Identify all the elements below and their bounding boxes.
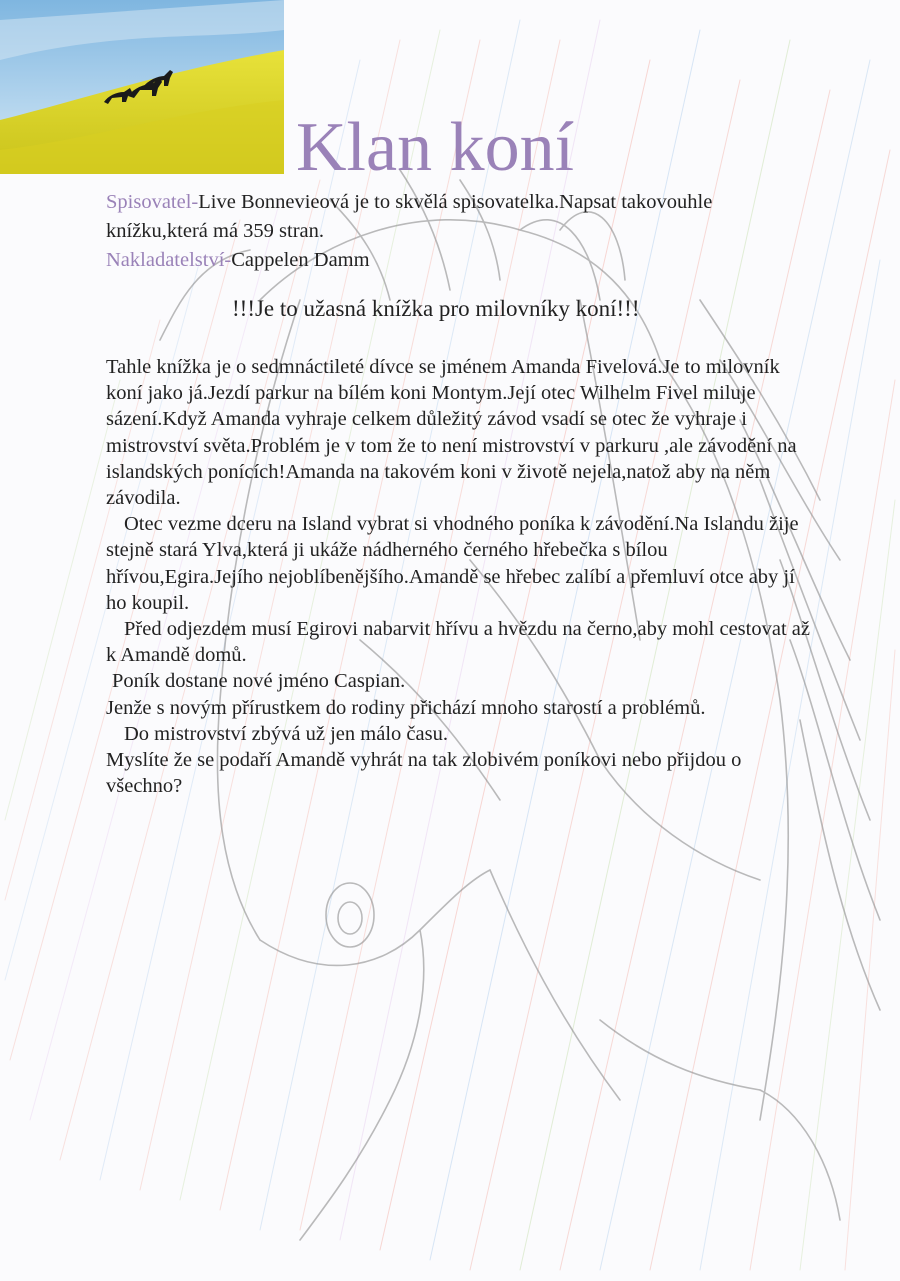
author-label: Spisovatel-	[106, 191, 199, 213]
publisher-line	[106, 246, 806, 275]
slogan: !!!Je to užasná knížka pro milovníky koní!!!	[232, 296, 640, 321]
page-title: Klan koní	[296, 109, 575, 186]
publisher-text: Cappelen Damm	[231, 249, 370, 271]
paragraph: Poník dostane nové jméno Caspian.	[112, 670, 406, 693]
paragraph: Otec vezme dceru na Island vybrat si vhodného poníka k závodění.Na Islandu žije stejně stará Ylva,která ji ukáže nádherného černého hřebečka s bílou hřívou,Egira.Jejího nejoblíbenějšího.Amandě se hřebec zalíbí a přemluví otce aby jí ho koupil.	[106, 513, 799, 614]
paragraph: Jenže s novým přírustkem do rodiny přichází mnoho starostí a problémů.	[106, 696, 706, 719]
author-line	[106, 188, 806, 246]
story-summary	[106, 354, 818, 799]
paragraph: Tahle knížka je o sedmnáctileté dívce se jménem Amanda Fivelová.Je to milovník koní jako já.Jezdí parkur na bílém koni Montym.Její otec Wilhelm Fivel miluje sázení.Když Amanda vyhraje celkem důležitý závod vsadí se otec že vyhraje i mistrovství světa.Problém je v tom že to není mistrovství v parkuru ,ale závodění na islandských ponících!Amanda na takovém koni v životě nejela,natož aby na něm závodila.	[106, 356, 797, 510]
paragraph: Před odjezdem musí Egirovi nabarvit hřívu a hvězdu na černo,aby mohl cestovat až k Amandě domů.	[106, 618, 810, 667]
horses-photo	[0, 0, 284, 174]
book-info	[106, 188, 806, 275]
paragraph: Do mistrovství zbývá už jen málo času.	[124, 722, 448, 745]
author-text: Live Bonnevieová je to skvělá spisovatelka.Napsat takovouhle knížku,která má 359 stran.	[106, 191, 713, 242]
paragraph: Myslíte že se podaří Amandě vyhrát na tak zlobivém poníkovi nebo přijdou o všechno?	[106, 749, 742, 798]
publisher-label: Nakladatelství-	[106, 249, 232, 271]
